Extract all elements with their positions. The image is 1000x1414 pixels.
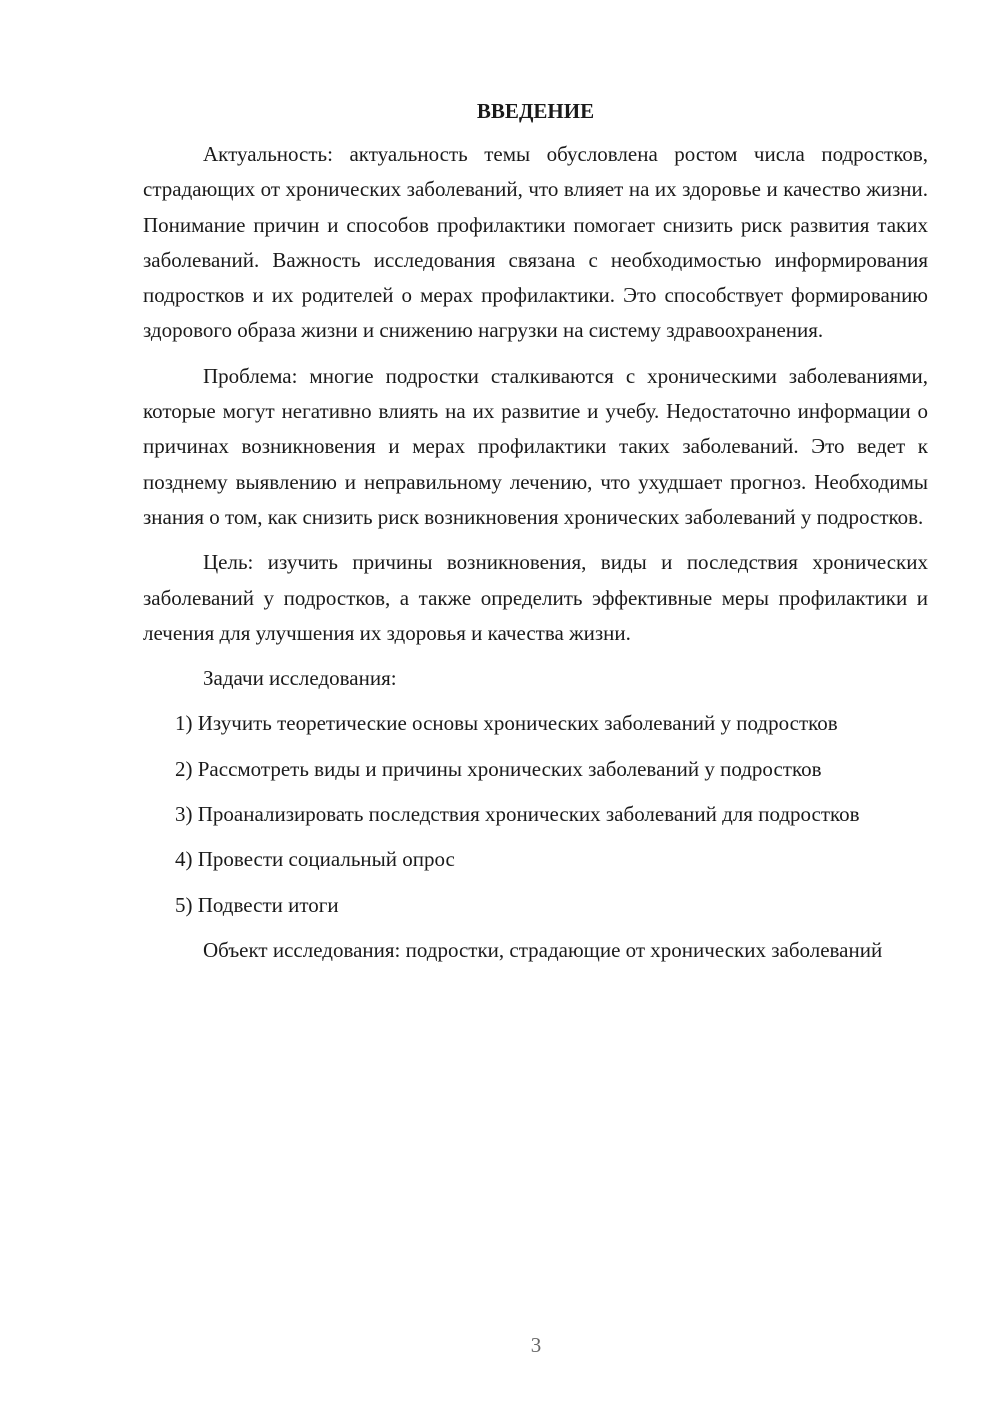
page-number: 3 <box>530 1333 542 1357</box>
document-page <box>143 94 928 978</box>
section-title: ВВЕДЕНИЕ <box>476 99 595 123</box>
relevance-paragraph: Актуальность: актуальность темы обусловлена ростом числа подростков, страдающих от хронических заболеваний, что влияет на их здоровье и качество жизни. Понимание причин и способов профилактики помогает снизить риск развития таких заболеваний. Важность исследования связана с необходимостью информирования подростков и их родителей о мерах профилактики. Это способствует формированию здорового образа жизни и снижению нагрузки на систему здравоохранения. <box>143 142 928 343</box>
task-item: 2) Рассмотреть виды и причины хронических заболеваний у подростков <box>175 756 822 781</box>
task-item: 1) Изучить теоретические основы хронических заболеваний у подростков <box>175 711 838 736</box>
task-item: 5) Подвести итоги <box>175 892 339 917</box>
tasks-heading: Задачи исследования: <box>203 666 397 691</box>
problem-paragraph: Проблема: многие подростки сталкиваются с хроническими заболеваниями, которые могут негативно влиять на их развитие и учебу. Недостаточно информации о причинах возникновения и мерах профилактики таких заболеваний. Это ведет к позднему выявлению и неправильному лечению, что ухудшает прогноз. Необходимы знания о том, как снизить риск возникновения хронических заболеваний у подростков. <box>143 363 928 529</box>
object-paragraph: Объект исследования: подростки, страдающие от хронических заболеваний <box>203 937 883 962</box>
goal-paragraph: Цель: изучить причины возникновения, виды и последствия хронических заболеваний у подростков, а также определить эффективные меры профилактики и лечения для улучшения их здоровья и качества жизни. <box>143 550 928 645</box>
task-item: 4) Провести социальный опрос <box>175 847 455 872</box>
task-item: 3) Проанализировать последствия хронических заболеваний для подростков <box>175 802 860 827</box>
